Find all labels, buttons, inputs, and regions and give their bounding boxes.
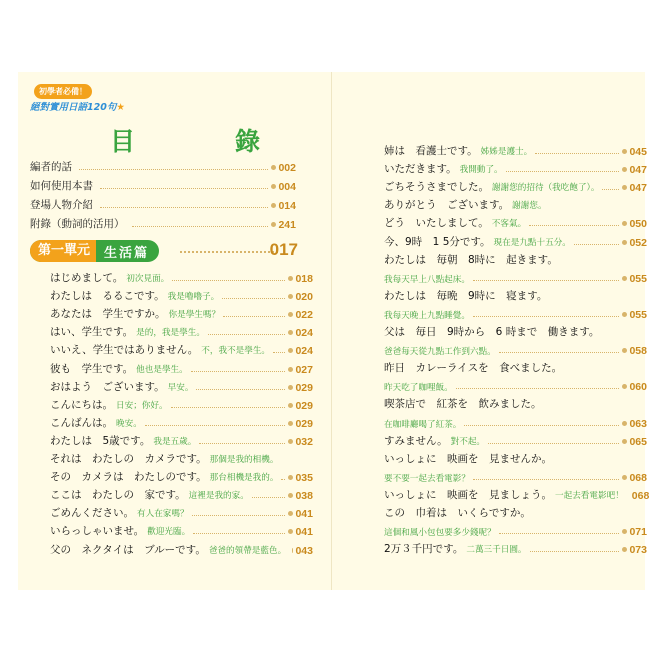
unit-heading[interactable] — [30, 240, 298, 264]
toc-entry-text — [50, 361, 188, 376]
toc-entry-japanese: わたしは 毎朝 8時に 起きます。 — [384, 253, 558, 266]
leader-dots — [535, 153, 619, 154]
bullet-icon — [288, 385, 293, 390]
series-logo-badge: 初學者必備！ — [34, 84, 92, 99]
toc-entry-japanese: 2万３千円です。 — [384, 543, 464, 556]
toc-entry[interactable] — [384, 212, 647, 230]
page-title-char-2: 錄 — [234, 127, 260, 156]
toc-entry-japanese: 父の ネクタイは ブルーです。 — [50, 543, 206, 556]
toc-entry-translation: 謝謝您的招待（我吃飽了）。 — [492, 183, 600, 194]
toc-entry[interactable] — [384, 520, 647, 538]
toc-entry-text — [384, 360, 562, 375]
leader-dots — [488, 443, 619, 444]
bullet-icon — [288, 511, 293, 516]
toc-entry[interactable] — [50, 303, 313, 321]
toc-entry-text — [50, 433, 196, 448]
leader-dots — [172, 280, 285, 281]
toc-entry-translation: 現在是九點十五分。 — [493, 237, 571, 248]
leader-dots — [499, 533, 620, 534]
toc-entry-translation: 一起去看電影吧！ — [555, 490, 624, 501]
toc-entry[interactable] — [384, 375, 647, 393]
toc-entry-translation: 姊姊是護士。 — [480, 147, 533, 158]
bullet-icon — [271, 165, 276, 170]
toc-entry[interactable] — [384, 285, 647, 303]
leader-dots — [530, 551, 620, 552]
page-number: 024 — [295, 345, 313, 358]
toc-entry-text: 要不要一起去看電影？ — [384, 473, 470, 484]
toc-entry-text: 這個和風小包包要多少錢呢？ — [384, 528, 496, 539]
page-number: 241 — [278, 219, 296, 231]
toc-entry[interactable] — [384, 249, 647, 267]
bullet-icon — [271, 222, 276, 227]
toc-entry-japanese: あなたは 学生ですか。 — [50, 308, 166, 321]
bullet-icon — [271, 184, 276, 189]
toc-entry[interactable] — [384, 538, 647, 556]
bullet-icon — [288, 493, 293, 498]
leader-dots — [100, 188, 268, 189]
bullet-icon — [288, 529, 293, 534]
toc-entry[interactable] — [384, 140, 647, 158]
page-number: 047 — [629, 164, 647, 177]
bullet-icon — [622, 240, 627, 245]
toc-entry-japanese: それは わたしの カメラです。 — [50, 453, 207, 466]
page-title — [110, 122, 260, 158]
toc-entry-translation: 我開動了。 — [459, 165, 503, 176]
bullet-icon — [622, 529, 627, 534]
toc-column-left — [50, 267, 313, 557]
leader-dots — [171, 407, 286, 408]
page-title-char-1: 目 — [110, 127, 136, 156]
toc-entry-japanese: わたしは るるこです。 — [50, 290, 165, 303]
toc-entry[interactable] — [50, 357, 313, 375]
toc-entry-translation: 那台相機是我的。 — [209, 473, 279, 484]
toc-entry-text: 在咖啡廳喝了紅茶。 — [384, 419, 462, 430]
toc-entry-japanese: いっしょに 映画を 見ませんか。 — [384, 452, 552, 465]
toc-entry[interactable] — [50, 484, 313, 502]
toc-entry-translation: 這裡是我的家。 — [188, 491, 249, 502]
toc-entry-text — [384, 252, 558, 267]
unit-number: 第一單元 — [30, 240, 96, 262]
leader-dots — [191, 371, 286, 372]
toc-entry[interactable] — [50, 321, 313, 339]
toc-entry[interactable] — [384, 393, 647, 411]
leader-dots — [473, 479, 620, 480]
bullet-icon — [622, 348, 627, 353]
toc-entry-text — [384, 143, 532, 158]
bullet-icon — [622, 276, 627, 281]
bullet-icon — [288, 367, 293, 372]
toc-entry[interactable] — [50, 339, 313, 357]
toc-entry[interactable] — [50, 376, 313, 394]
toc-entry-translation: 你是學生嗎？ — [168, 310, 221, 321]
leader-dots — [456, 388, 620, 389]
toc-entry[interactable] — [50, 394, 313, 412]
toc-entry-text — [384, 234, 571, 249]
toc-entry-text — [50, 469, 278, 484]
toc-entry-japanese: ありがとう ございます。 — [384, 199, 510, 212]
toc-entry-translation: 那個是我的相機。 — [209, 455, 279, 466]
toc-entry-translation: 早安。 — [167, 382, 194, 393]
page-number: 014 — [278, 200, 296, 212]
toc-entry-japanese: はい、学生です。 — [50, 326, 134, 339]
leader-dots — [273, 352, 285, 353]
bullet-icon — [622, 547, 627, 552]
toc-entry-translation: 是的，我是學生。 — [136, 328, 205, 339]
page-number: 052 — [629, 236, 647, 249]
leader-dots — [223, 316, 285, 317]
toc-entry-text: 我每天晚上九點睡覺。 — [384, 310, 470, 321]
toc-entry[interactable] — [50, 285, 313, 303]
toc-entry-text: 昨天吃了咖哩飯。 — [384, 383, 453, 394]
leader-dots — [574, 244, 620, 245]
page-number: 035 — [295, 472, 313, 485]
toc-entry-japanese: すみません。 — [384, 434, 448, 447]
bullet-icon — [288, 312, 293, 317]
page-number: 029 — [295, 381, 313, 394]
toc-entry-japanese: ここは わたしの 家です。 — [50, 489, 186, 502]
bullet-icon — [622, 221, 627, 226]
bullet-icon — [288, 348, 293, 353]
page-number: 038 — [295, 490, 313, 503]
toc-entry-text — [384, 541, 527, 556]
toc-entry-text — [384, 396, 542, 411]
bullet-icon — [288, 439, 293, 444]
series-logo-title — [30, 99, 125, 113]
page-number: 065 — [629, 435, 647, 448]
toc-entry-text — [50, 342, 270, 357]
bullet-icon — [622, 185, 627, 190]
leader-dots — [199, 443, 285, 444]
page-number: 002 — [278, 162, 296, 174]
leader-dots — [196, 389, 285, 390]
page-number: 068 — [629, 471, 647, 484]
toc-entry-japanese: 姉は 看護士です。 — [384, 145, 478, 158]
toc-entry-japanese: こんにちは。 — [50, 398, 113, 411]
series-logo-text: 絕對實用日語120句 — [30, 102, 117, 113]
toc-entry-japanese: わたしは 毎晩 9時に 寝ます。 — [384, 289, 548, 302]
toc-entry-text: 我每天早上八點起床。 — [384, 274, 470, 285]
toc-entry[interactable] — [50, 538, 313, 556]
toc-entry-text — [50, 542, 286, 557]
toc-entry-japanese: おはよう ございます。 — [50, 380, 165, 393]
toc-entry-text — [50, 523, 190, 538]
page-number: 004 — [278, 181, 296, 193]
toc-entry-translation: 謝謝您。 — [512, 201, 547, 212]
toc-entry-text — [50, 306, 220, 321]
toc-entry-translation: 二萬三千日圓。 — [466, 545, 527, 556]
series-logo — [30, 84, 150, 118]
toc-entry-text — [384, 451, 552, 466]
toc-entry[interactable] — [384, 411, 647, 429]
bullet-icon — [622, 475, 627, 480]
page-number: 058 — [629, 345, 647, 358]
leader-dots — [464, 425, 619, 426]
toc-entry[interactable] — [384, 176, 647, 194]
toc-entry[interactable] — [384, 321, 647, 339]
toc-entry-translation: 有人在家嗎？ — [137, 509, 189, 520]
page-number: 024 — [295, 327, 313, 340]
leader-dots — [193, 533, 285, 534]
toc-entry[interactable] — [384, 230, 647, 248]
toc-entry-text — [50, 415, 142, 430]
page-number: 041 — [295, 526, 313, 539]
toc-entry-translation: 歡迎光臨。 — [147, 527, 191, 538]
bullet-icon — [622, 421, 627, 426]
toc-entry[interactable] — [384, 484, 650, 502]
toc-entry-japanese: ごちそうさまでした。 — [384, 181, 489, 194]
page-number: 071 — [629, 526, 647, 539]
leader-dots — [208, 334, 286, 335]
toc-entry-text — [50, 379, 193, 394]
unit-leader-dots — [180, 251, 278, 253]
toc-entry-translation: 不客氣。 — [491, 219, 527, 230]
toc-entry-text — [384, 324, 599, 339]
page-number: 041 — [295, 508, 313, 521]
bullet-icon — [288, 475, 293, 480]
toc-entry-japanese: 父は 毎日 9時から 6 時まで 働きます。 — [384, 326, 600, 339]
toc-entry[interactable] — [384, 339, 647, 357]
toc-entry-japanese: わたしは 5歳です。 — [50, 434, 151, 447]
page-number: 050 — [629, 218, 647, 231]
toc-entry[interactable] — [50, 520, 313, 538]
toc-entry[interactable] — [384, 430, 647, 448]
toc-entry-japanese: いらっしゃいませ。 — [50, 525, 145, 538]
page-number: 020 — [295, 291, 313, 304]
bullet-icon — [292, 548, 293, 553]
leader-dots — [222, 298, 285, 299]
toc-entry-japanese: 昨日 カレーライスを 食べました。 — [384, 362, 563, 375]
leader-dots — [529, 225, 619, 226]
toc-entry[interactable] — [50, 448, 313, 466]
toc-entry-translation: 對不起。 — [450, 436, 486, 447]
toc-entry-text — [384, 433, 485, 448]
toc-entry[interactable] — [50, 502, 313, 520]
page-number: 029 — [295, 399, 313, 412]
toc-entry-translation: 他也是學生。 — [136, 364, 188, 375]
page-number: 068 — [631, 489, 650, 502]
page-number: 027 — [295, 363, 313, 376]
toc-entry[interactable] — [384, 502, 647, 520]
toc-entry-text — [384, 161, 503, 176]
bullet-icon — [271, 203, 276, 208]
leader-dots — [473, 280, 620, 281]
toc-entry-text — [384, 505, 531, 520]
toc-entry-japanese: 今、9時 1 5分です。 — [384, 235, 491, 248]
bullet-icon — [622, 312, 627, 317]
bullet-icon — [288, 294, 293, 299]
toc-entry-japanese: いっしょに 映画を 見ましょう。 — [384, 488, 552, 501]
toc-entry-japanese: はじめまして。 — [50, 272, 124, 285]
bullet-icon — [288, 421, 293, 426]
toc-entry-text — [384, 179, 599, 194]
leader-dots — [145, 425, 286, 426]
toc-entry-text — [384, 215, 526, 230]
toc-entry-translation: 我是嚕嚕子。 — [167, 292, 220, 303]
toc-entry[interactable] — [50, 466, 313, 484]
toc-entry-japanese: 彼も 学生です。 — [50, 362, 134, 375]
toc-entry-text: 爸爸每天從九點工作到六點。 — [384, 347, 496, 358]
front-matter-item[interactable] — [30, 212, 296, 231]
toc-entry[interactable] — [50, 267, 313, 285]
toc-entry-japanese: この 巾着は いくらですか。 — [384, 506, 531, 519]
leader-dots — [602, 189, 619, 190]
toc-entry-japanese: その カメラは わたしのです。 — [50, 471, 207, 484]
star-icon: ★ — [116, 102, 125, 113]
toc-entry[interactable] — [384, 303, 647, 321]
toc-entry-text — [50, 270, 169, 285]
toc-entry[interactable] — [384, 357, 647, 375]
toc-entry-japanese: 喫茶店で 紅茶を 飲みました。 — [384, 398, 542, 411]
toc-entry[interactable] — [384, 448, 647, 466]
bullet-icon — [622, 167, 627, 172]
bullet-icon — [288, 403, 293, 408]
page-number: 029 — [295, 417, 313, 430]
leader-dots — [499, 352, 620, 353]
toc-entry-text — [50, 505, 189, 520]
toc-entry[interactable] — [384, 466, 647, 484]
toc-entry-translation: 我是五歲。 — [153, 436, 197, 447]
front-matter-item[interactable] — [30, 193, 296, 212]
leader-dots — [100, 207, 268, 208]
toc-entry-text — [50, 288, 219, 303]
page-number: 060 — [629, 381, 647, 394]
toc-entry-translation: 日安；你好。 — [116, 400, 168, 411]
unit-page-number: 017 — [269, 240, 298, 259]
bullet-icon — [622, 384, 627, 389]
toc-entry-translation: 晚安。 — [116, 418, 142, 429]
toc-entry-japanese: いいえ、学生ではありません。 — [50, 344, 199, 357]
toc-entry-japanese: いただきます。 — [384, 163, 457, 176]
leader-dots — [506, 171, 620, 172]
front-matter-list — [30, 155, 296, 231]
front-matter-item[interactable] — [30, 155, 296, 174]
page-number: 055 — [629, 272, 647, 285]
leader-dots — [79, 169, 268, 170]
toc-entry[interactable] — [50, 412, 313, 430]
bullet-icon — [288, 330, 293, 335]
page-number: 073 — [629, 544, 647, 557]
leader-dots — [281, 479, 285, 480]
page-number: 032 — [295, 435, 313, 448]
toc-column-right — [384, 140, 650, 557]
unit-badge — [30, 240, 159, 262]
leader-dots — [252, 497, 286, 498]
page-number: 047 — [629, 182, 647, 195]
page-number: 043 — [295, 544, 313, 557]
toc-entry[interactable] — [384, 158, 647, 176]
page-number: 063 — [629, 417, 647, 430]
toc-entry-text — [384, 288, 547, 303]
page-number: 055 — [629, 308, 647, 321]
toc-entry[interactable] — [50, 430, 313, 448]
bullet-icon — [622, 149, 627, 154]
front-matter-label: 登場人物介紹 — [30, 199, 93, 211]
front-matter-item[interactable] — [30, 174, 296, 193]
front-matter-label: 編者的話 — [30, 161, 72, 173]
bullet-icon — [622, 439, 627, 444]
page-gutter — [331, 72, 332, 590]
toc-entry-japanese: どう いたしまして。 — [384, 217, 489, 230]
front-matter-label: 如何使用本書 — [30, 180, 93, 192]
toc-entry-japanese: こんばんは。 — [50, 416, 113, 429]
page-number: 018 — [295, 273, 313, 286]
toc-entry-japanese: ごめんください。 — [50, 507, 134, 520]
leader-dots — [473, 316, 620, 317]
toc-entry-text — [50, 397, 168, 412]
toc-entry-translation: 不，我不是學生。 — [201, 346, 271, 357]
toc-entry-text — [50, 451, 278, 466]
bullet-icon — [288, 276, 293, 281]
toc-entry-text — [50, 324, 205, 339]
page-number: 022 — [295, 309, 313, 322]
toc-entry-translation: 初次見面。 — [126, 274, 170, 285]
toc-entry[interactable] — [384, 194, 647, 212]
unit-title: 生活篇 — [104, 245, 150, 261]
toc-entry-text — [384, 197, 547, 212]
toc-entry-text — [50, 487, 249, 502]
toc-entry-text — [384, 487, 624, 502]
toc-entry[interactable] — [384, 267, 647, 285]
page-number: 045 — [629, 146, 647, 159]
front-matter-label: 附錄（動詞的活用） — [30, 218, 125, 230]
toc-entry-translation: 爸爸的領帶是藍色。 — [208, 545, 287, 556]
leader-dots — [192, 515, 286, 516]
leader-dots — [132, 226, 269, 227]
